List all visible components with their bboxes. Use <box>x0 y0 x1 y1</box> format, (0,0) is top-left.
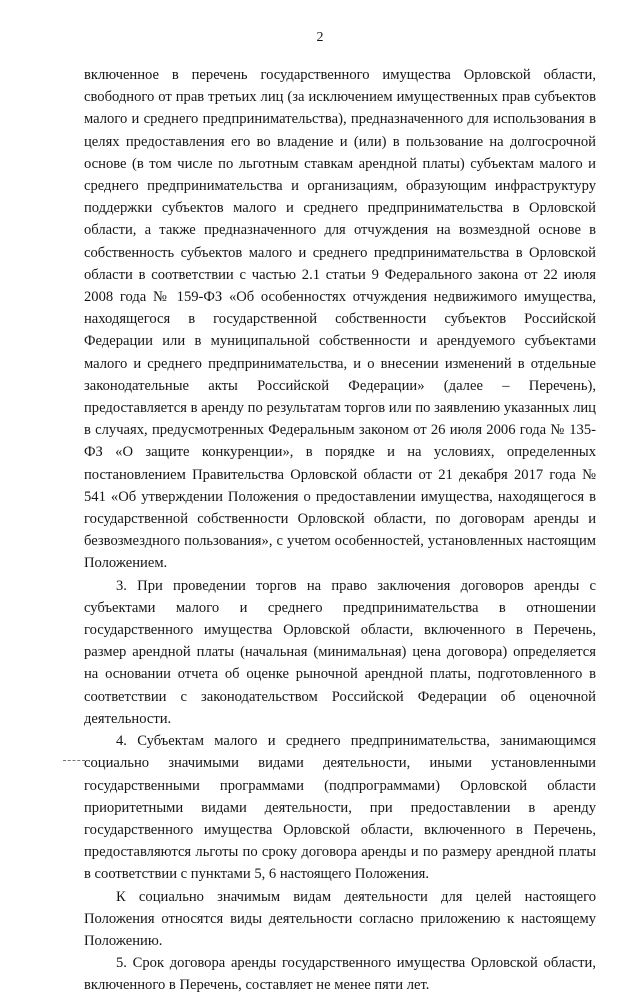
paragraph-item-4: 4. Субъектам малого и среднего предпринимательства, занимающимся социально значимыми видами деятельности, иными установленными государственными программами (подпрограммами) Орловской области приоритетными видами деятельности, при предоставлении в аренду государственного имущества Орловской области, включенного в Перечень, предоставляются льготы по сроку договора аренды и по размеру арендной платы в соответствии с пунктами 5, 6 настоящего Положения. <box>84 733 596 883</box>
scan-artifact-mark <box>63 760 85 763</box>
paragraph-item-3: 3. При проведении торгов на право заключения договоров аренды с субъектами малого и среднего предпринимательства в отношении государственного имущества Орловской области, включенного в Перечень, размер арендной платы (начальная (минимальная) цена договора) определяется на основании отчета об оценке рыночной арендной платы, подготовленного в соответствии с законодательством Российской Федерации об оценочной деятельности. <box>84 577 596 727</box>
page-number: 2 <box>316 30 324 45</box>
document-body <box>84 64 596 997</box>
paragraph-social-activities: К социально значимым видам деятельности для целей настоящего Положения относятся виды деятельности согласно приложению к настоящему Положению. <box>84 888 596 949</box>
paragraph-item-5: 5. Срок договора аренды государственного имущества Орловской области, включенного в Перечень, составляет не менее пяти лет. <box>84 955 596 994</box>
paragraph-continuation: включенное в перечень государственного имущества Орловской области, свободного от прав третьих лиц (за исключением имущественных прав субъектов малого и среднего предпринимательства), предназначенного для использования в целях предоставления его во владение и (или) в пользование на долгосрочной основе (в том числе по льготным ставкам арендной платы) субъектам малого и среднего предпринимательства и организациям, образующим инфраструктуру поддержки субъектов малого и среднего предпринимательства в Орловской области, а также предназначенного для отчуждения на возмездной основе в собственность субъектов малого и среднего предпринимательства в Орловской области в соответствии с частью 2.1 статьи 9 Федерального закона от 22 июля 2008 года № 159-ФЗ «Об особенностях отчуждения недвижимого имущества, находящегося в государственной собственности субъектов Российской Федерации или в муниципальной собственности и арендуемого субъектами малого и среднего предпринимательства, и о внесении изменений в отдельные законодательные акты Российской Федерации» (далее – Перечень), предоставляется в аренду по результатам торгов или по заявлению указанных лиц в случаях, предусмотренных Федеральным законом от 26 июля 2006 года № 135-ФЗ «О защите конкуренции», в порядке и на условиях, определенных постановлением Правительства Орловской области от 21 декабря 2017 года № 541 «Об утверждении Положения о предоставлении имущества, находящегося в государственной собственности Орловской области, по договорам аренды и безвозмездного пользования», с учетом особенностей, установленных настоящим Положением. <box>84 67 596 572</box>
